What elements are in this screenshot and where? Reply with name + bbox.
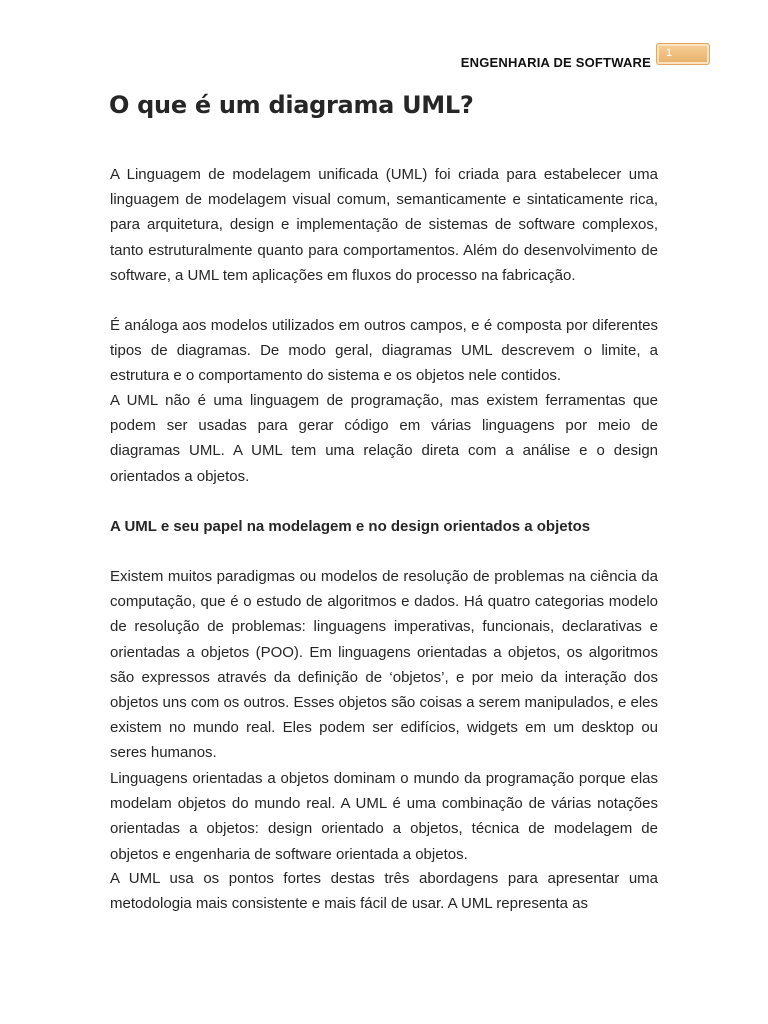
header-title: ENGENHARIA DE SOFTWARE [460,55,651,70]
paragraph: Linguagens orientadas a objetos dominam o mundo da programação porque elas modelam objetos do mundo real. A UML é uma combinação de várias notações orientadas a objetos: design orientado a objetos, técnica de modelagem de objetos e engenharia de software orientada a objetos. [110,770,658,863]
paragraph: A Linguagem de modelagem unificada (UML) foi criada para estabelecer uma linguagem de modelagem visual comum, semanticamente e sintaticamente rica, para arquitetura, design e implementação de sistemas de software complexos, tanto estruturalmente quanto para comportamentos. Além do desenvolvimento de software, a UML tem aplicações em fluxos do processo na fabricação. [110,166,658,284]
paragraph: Existem muitos paradigmas ou modelos de resolução de problemas na ciência da computação, que é o estudo de algoritmos e dados. Há quatro categorias modelo de resolução de problemas: linguagens imperativas, funcionais, declarativas e orientadas a objetos (POO). Em linguagens orientadas a objetos, os algoritmos são expressos através da definição de ‘objetos’, e por meio da interação dos objetos uns com os outros. Esses objetos são coisas a serem manipulados, e eles existem no mundo real. Eles podem ser edifícios, widgets em um desktop ou seres humanos. [110,568,658,762]
page-number-badge [656,43,710,65]
paragraph: A UML não é uma linguagem de programação, mas existem ferramentas que podem ser usadas para gerar código em várias linguagens por meio de diagramas UML. A UML tem uma relação direta com a análise e o design orientados a objetos. [110,392,658,485]
page-header [0,43,768,73]
paragraph: A UML usa os pontos fortes destas três abordagens para apresentar uma metodologia mais consistente e mais fácil de usar. A UML representa as [110,870,658,913]
page-title: O que é um diagrama UML? [109,91,474,119]
section-heading: A UML e seu papel na modelagem e no design orientados a objetos [110,518,591,535]
page-number: 1 [666,47,673,59]
paragraph: É análoga aos modelos utilizados em outros campos, e é composta por diferentes tipos de diagramas. De modo geral, diagramas UML descrevem o limite, a estrutura e o comportamento do sistema e os objetos nele contidos. [110,317,658,385]
